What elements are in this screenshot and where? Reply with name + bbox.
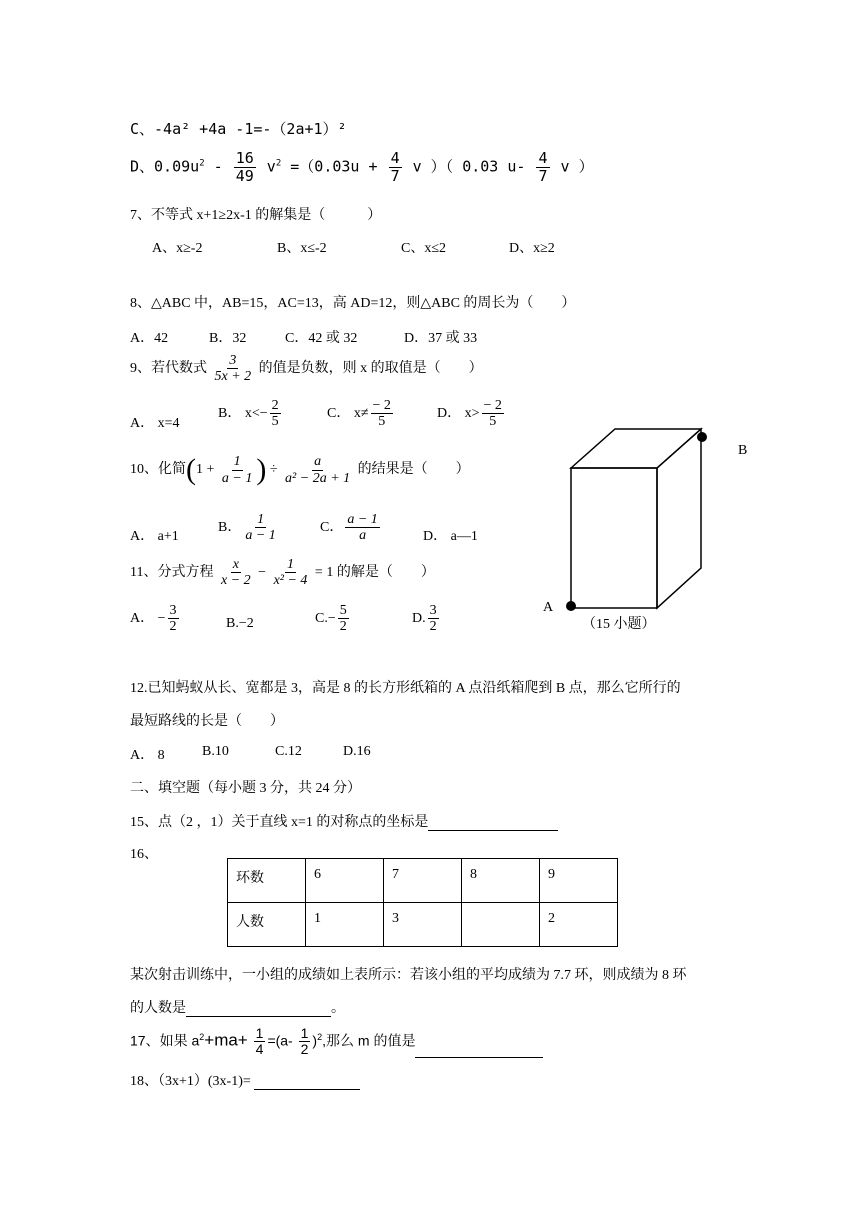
q9-option-d: D． x> $\frac{- 2}{5}$ (437, 398, 502, 430)
q15-answer-blank[interactable] (428, 814, 558, 831)
q11-option-b: B.−2 (226, 616, 254, 631)
q8-option-d: D．37 或 33 (404, 331, 478, 346)
q7-option-a: A、x≥-2 (152, 241, 203, 256)
figure-caption: （15 小题） (582, 617, 656, 632)
fraction: $\frac{a - 1}{a}$ (347, 512, 378, 544)
option-c-line: C、-4a² +4a -1=-（2a+1）² (130, 120, 347, 138)
q10-stem: 10、化简(1 + $\frac{1}{a - 1}$ ) ÷ $\frac{a}{\text{a² − 2a + 1}}$ 的结果是（ ） (130, 453, 470, 486)
table-cell: 环数 (228, 859, 306, 903)
q12-option-a: A． 8 (130, 748, 165, 763)
q12-line1: 12.已知蚂蚁从长、宽都是 3，高是 8 的长方形纸箱的 A 点沿纸箱爬到 B 点，那么它所行的 (130, 681, 681, 696)
q11-option-c: C.− $\frac{5}{2}$ (315, 603, 347, 635)
box-front-face (571, 468, 657, 608)
q17-line: 17、如果 $a^2+ma+$ $\frac{1}{4}$ =(a- $\frac{1}{2}$ )$^2$,那么 m 的值是 (130, 1026, 543, 1058)
fraction: $\frac{- 2}{5}$ (483, 398, 502, 430)
q10-option-c: C． $\frac{a - 1}{a}$ (320, 512, 378, 544)
point-a-dot (566, 601, 576, 611)
q9-stem: 9、若代数式 $\frac{3}{5x + 2}$ 的值是负数，则 x 的取值是（ ） (130, 353, 483, 385)
table-cell: 6 (306, 859, 384, 903)
table-cell: 人数 (228, 903, 306, 947)
q11-stem: 11、分式方程 $\frac{x}{x - 2}$ − $\frac{1}{\text{x² − 4}}$ = 1 的解是（ ） (130, 557, 435, 589)
q10-option-b: B． $\frac{1}{a - 1}$ (218, 512, 276, 544)
q12-line2: 最短路线的长是（ ） (130, 714, 284, 729)
point-b-label: B (738, 443, 748, 458)
table-cell: 8 (462, 859, 540, 903)
fraction: $\frac{1}{a - 1}$ (221, 454, 253, 486)
q16-label: 16、 (130, 847, 158, 862)
fraction: $\frac{1}{\text{x² − 4}}$ (273, 557, 308, 589)
table-row (228, 903, 618, 947)
fraction: $\frac{1}{a - 1}$ (245, 512, 276, 544)
box-side-face (657, 429, 701, 608)
q9-option-a: A． x=4 (130, 416, 180, 431)
q12-option-d: D.16 (343, 744, 371, 759)
q9-option-b: B． x<− $\frac{2}{5}$ (218, 398, 279, 430)
q7-option-c: C、x≤2 (401, 241, 447, 256)
table-row (228, 859, 618, 903)
table-cell: 7 (384, 859, 462, 903)
section-heading: 二、填空题（每小题 3 分，共 24 分） (130, 781, 361, 796)
q16-line2: 的人数是 。 (130, 1001, 345, 1016)
fraction: $\frac{4}{7}$ (390, 149, 400, 185)
fraction: $\frac{3}{2}$ (429, 603, 437, 635)
fraction: $\frac{16}{49}$ (235, 149, 254, 185)
box-top-face (571, 429, 701, 468)
fraction: $\frac{1}{4}$ (255, 1025, 264, 1058)
table-cell: 2 (540, 903, 618, 947)
box-figure (530, 415, 790, 640)
q9-option-c: C． x≠ $\frac{- 2}{5}$ (327, 398, 391, 430)
fraction: $\frac{1}{2}$ (300, 1025, 309, 1058)
fraction: $\frac{x}{x - 2}$ (220, 557, 251, 589)
point-a-label: A (543, 600, 554, 615)
fraction: $\frac{- 2}{5}$ (372, 398, 391, 430)
q7-option-d: D、x≥2 (509, 241, 555, 256)
q8-option-c: C．42 或 32 (285, 331, 358, 346)
fraction: $\frac{2}{5}$ (271, 398, 279, 430)
q10-option-a: A． a+1 (130, 529, 179, 544)
q8-stem: 8、△ABC 中，AB=15，AC=13，高 AD=12，则△ABC 的周长为（ ） (130, 296, 576, 311)
table-cell (462, 903, 540, 947)
q18-line: 18、（3x+1）(3x-1)= (130, 1070, 360, 1090)
point-b-dot (697, 432, 707, 442)
option-d-line: D、$0.09u^2$ - $\frac{16}{49}$ $v^2 =(0.03u$ + $\frac{4}{7}$ v ）（ 0.03 u- $\frac{4}{7}$ v ） (130, 149, 594, 185)
fraction: $\frac{3}{5x + 2}$ (214, 353, 252, 385)
q10-option-d: D． a—1 (423, 529, 478, 544)
table-cell: 1 (306, 903, 384, 947)
q7-option-b: B、x≤-2 (277, 241, 327, 256)
q12-option-c: C.12 (275, 744, 302, 759)
q8-option-a: A．42 (130, 331, 169, 346)
q11-option-a: A． − $\frac{3}{2}$ (130, 603, 177, 635)
q16-answer-blank[interactable] (186, 1000, 331, 1017)
q12-option-b: B.10 (202, 744, 229, 759)
q18-answer-blank[interactable] (254, 1073, 360, 1090)
q16-line1: 某次射击训练中，一小组的成绩如上表所示：若该小组的平均成绩为 7.7 环，则成绩为 8 环 (130, 968, 687, 983)
q15-line: 15、点（2 ，1）关于直线 x=1 的对称点的坐标是 (130, 811, 558, 831)
fraction: $\frac{a}{\text{a² − 2a + 1}}$ (285, 454, 351, 486)
fraction: $\frac{5}{2}$ (339, 603, 347, 635)
q11-option-d: D. $\frac{3}{2}$ (412, 603, 437, 635)
q7-stem: 7、不等式 x+1≥2x-1 的解集是（ ） (130, 208, 382, 223)
q17-answer-blank[interactable] (415, 1041, 543, 1058)
fraction: $\frac{4}{7}$ (538, 149, 548, 185)
table-cell: 9 (540, 859, 618, 903)
score-table (227, 858, 618, 947)
fraction: $\frac{3}{2}$ (169, 603, 177, 635)
q8-option-b: B．32 (209, 331, 247, 346)
table-cell: 3 (384, 903, 462, 947)
